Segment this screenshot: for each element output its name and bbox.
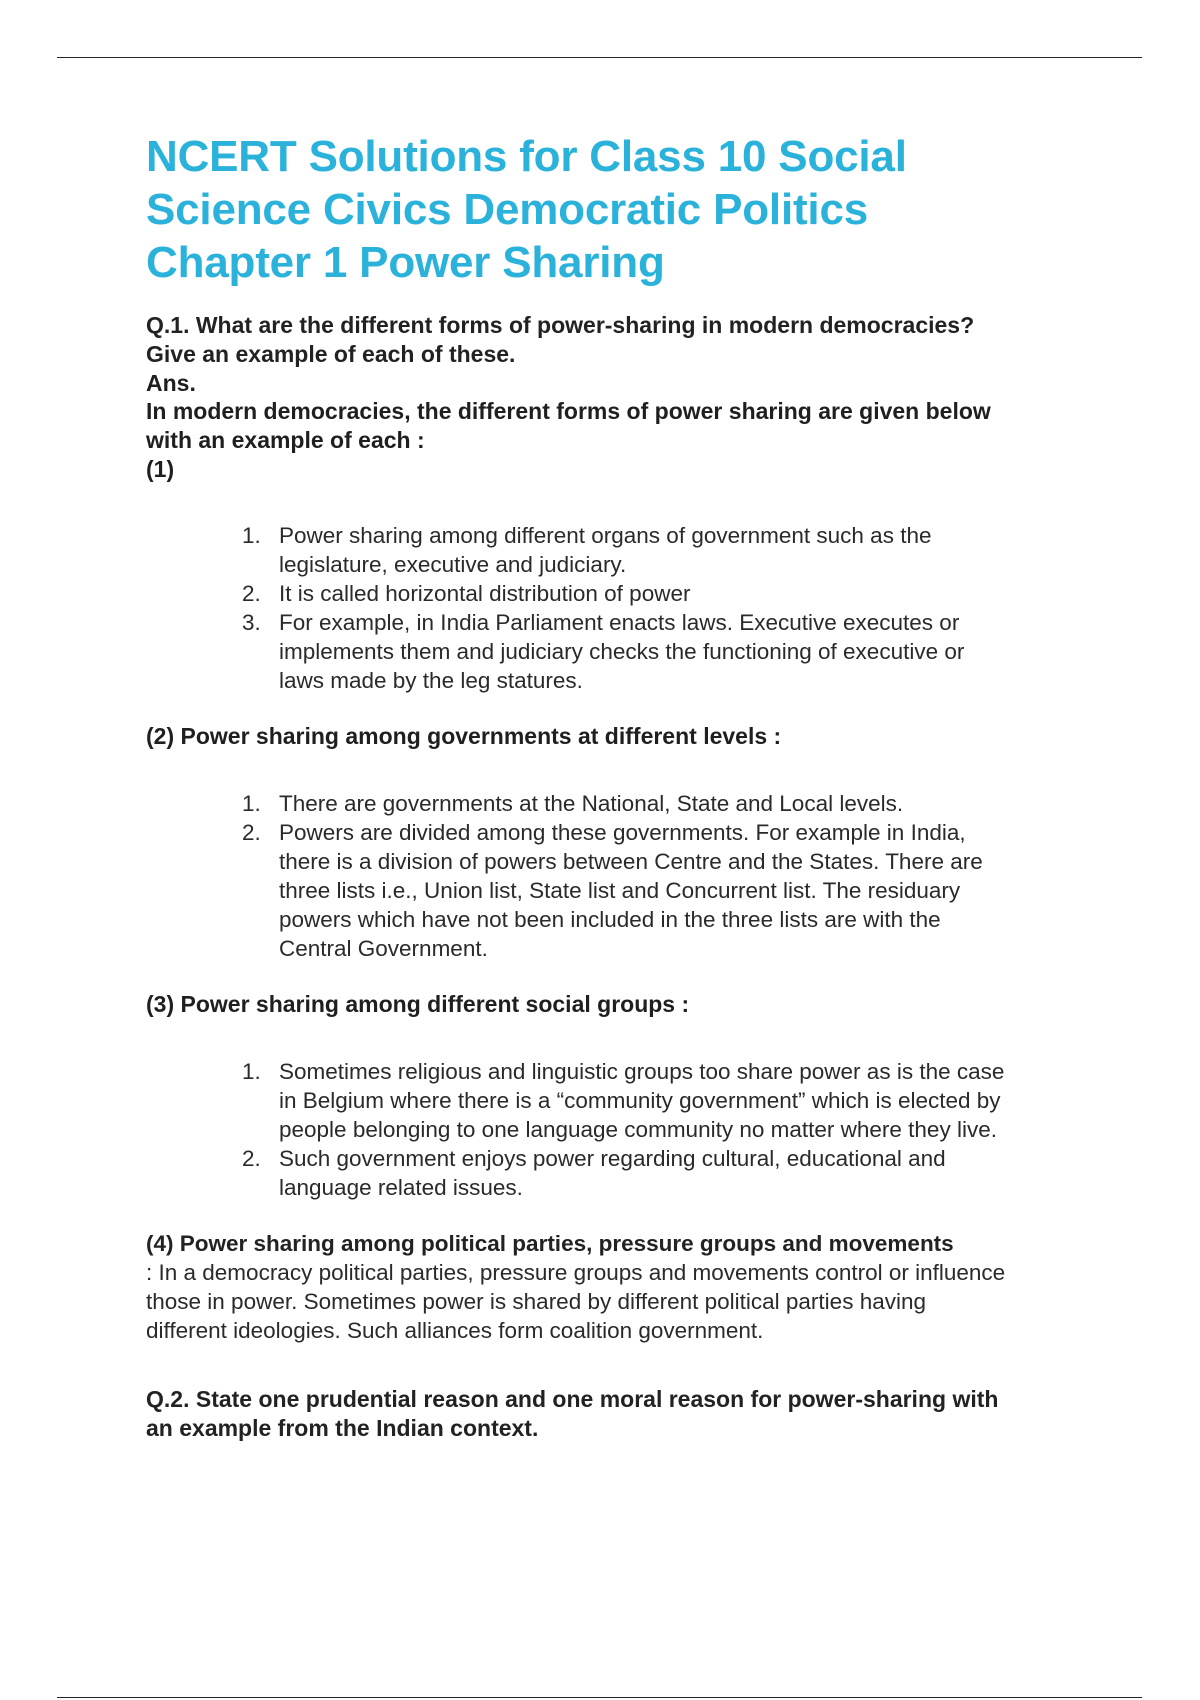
section-1-list xyxy=(146,521,1006,695)
section-1-label: (1) xyxy=(146,456,175,482)
list-item: 3. For example, in India Parliament enacts laws. Executive executes or implements them and judiciary checks the functioning of executive or laws made by the leg statures. xyxy=(242,610,965,693)
list-item: 1. Sometimes religious and linguistic groups too share power as is the case in Belgium where there is a “community government” which is elected by people belonging to one language community no matter where they live. xyxy=(242,1059,1005,1142)
question-2: Q.2. State one prudential reason and one moral reason for power-sharing with an example from the Indian context. xyxy=(146,1386,999,1441)
section-3-list xyxy=(146,1057,1006,1202)
list-item: 2. It is called horizontal distribution of power xyxy=(242,581,691,606)
answer-label: Ans. xyxy=(146,370,196,396)
section-2-heading: (2) Power sharing among governments at different levels : xyxy=(146,723,782,749)
document-body xyxy=(146,130,1006,1443)
section-4-text: : In a democracy political parties, pressure groups and movements control or influence those in power. Sometimes power is shared by different political parties having different ideologies. Such alliances form coalition government. xyxy=(146,1260,1006,1343)
page-title: NCERT Solutions for Class 10 Social Science Civics Democratic Politics Chapter 1 Power Sharing xyxy=(146,132,907,287)
list-item: 2. Such government enjoys power regarding cultural, educational and language related issues. xyxy=(242,1146,946,1200)
question-1: Q.1. What are the different forms of power-sharing in modern democracies? Give an example of each of these. xyxy=(146,312,975,367)
section-2-list xyxy=(146,789,1006,963)
list-item: 1. There are governments at the National, State and Local levels. xyxy=(242,791,904,816)
list-item: 2. Powers are divided among these governments. For example in India, there is a division of powers between Centre and the States. There are three lists i.e., Union list, State list and Concurrent list. The residuary powers which have not been included in the three lists are with the Central Government. xyxy=(242,820,983,961)
answer-intro: In modern democracies, the different forms of power sharing are given below with an example of each : xyxy=(146,398,991,453)
section-3-heading: (3) Power sharing among different social groups : xyxy=(146,991,690,1017)
top-rule xyxy=(57,57,1142,58)
bottom-rule xyxy=(57,1697,1142,1698)
section-4-heading: (4) Power sharing among political parties, pressure groups and movements xyxy=(146,1231,954,1256)
list-item: 1. Power sharing among different organs of government such as the legislature, executive and judiciary. xyxy=(242,523,932,577)
section-4-paragraph xyxy=(146,1229,1006,1345)
